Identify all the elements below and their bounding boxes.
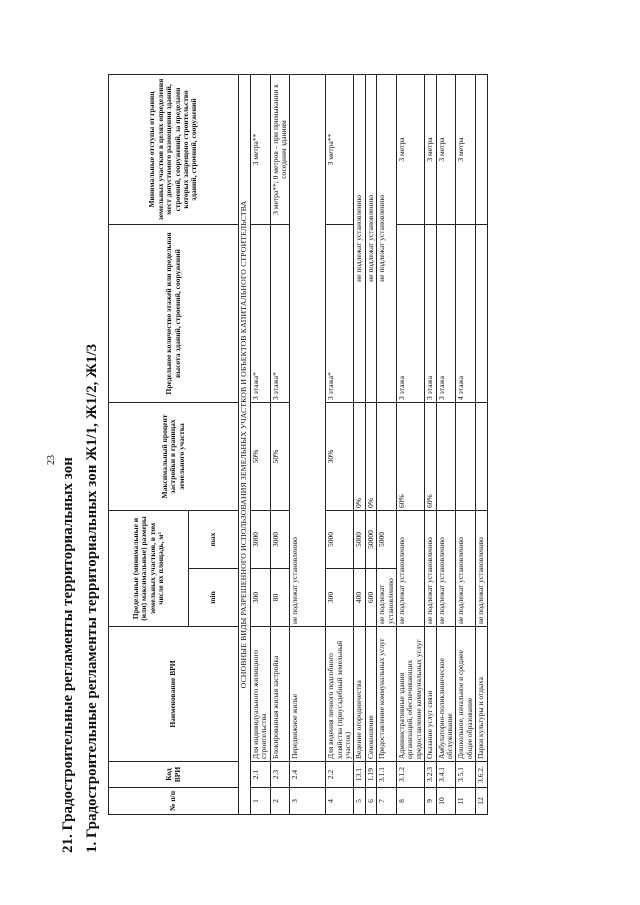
table-row <box>425 74 436 814</box>
cell-min: 300 <box>250 569 270 627</box>
cell-num: 3 <box>290 788 326 815</box>
cell-num: 6 <box>365 788 376 815</box>
table-row <box>476 74 487 814</box>
cell-name: Для ведения личного подсобного хозяйства (приусадебный земельный участок) <box>326 627 354 762</box>
cell-name: Оказание услуг связи <box>425 627 436 762</box>
cell-num: 7 <box>377 788 397 815</box>
cell-size-merged: не подлежат установлению <box>425 510 436 626</box>
cell-percent: 0% <box>354 402 365 510</box>
cell-percent: 50% <box>250 402 270 510</box>
cell-code: 3.6.2. <box>476 762 487 788</box>
cell-name: Для индивидуального жилищного строительства <box>250 627 270 762</box>
table-row <box>456 74 476 814</box>
header-percent: Максимальный процент застройки в границах земельного участка <box>109 402 239 510</box>
header-max: max <box>189 510 239 568</box>
cell-min: 300 <box>326 569 354 627</box>
cell-num: 1 <box>250 788 270 815</box>
header-size-group: Предельные (минимальные и (или) максимальные) размеры земельных участков, в том числе их площадь, м² <box>109 510 189 626</box>
regulations-table <box>108 74 488 815</box>
cell-percent-empty <box>476 402 487 510</box>
cell-setback: 3 метра**; 0 метров – при примыкании к соседним зданиям <box>270 74 290 224</box>
cell-max: 50000 <box>365 510 376 568</box>
cell-percent: 60% <box>397 402 425 510</box>
cell-floors: 3 этажа <box>425 224 436 402</box>
cell-num: 5 <box>354 788 365 815</box>
cell-percent-empty <box>456 402 476 510</box>
cell-setback-empty <box>476 74 487 224</box>
table-row <box>377 74 397 814</box>
cell-floors: 3 этажа <box>436 224 456 402</box>
cell-code: 3.1.1 <box>377 762 397 788</box>
cell-max: 3000 <box>270 510 290 568</box>
cell-floors: 3 этажа* <box>326 224 354 402</box>
heading-sub: 1. Градостроительные регламенты территориальных зон Ж1/1, Ж1/2, Ж1/3 <box>84 343 100 853</box>
cell-name: Парки культуры и отдыха <box>476 627 487 762</box>
cell-setback: 3 метра** <box>326 74 354 224</box>
cell-setback: 3 метра <box>397 74 425 224</box>
cell-min: не подлежат установлению <box>377 569 397 627</box>
cell-code: 2.1 <box>250 762 270 788</box>
cell-percent: 30% <box>326 402 354 510</box>
cell-code: 2.2 <box>326 762 354 788</box>
cell-max: 5000 <box>326 510 354 568</box>
cell-name: Административные здания организаций, обеспечивающих предоставление коммунальных услуг <box>397 627 425 762</box>
heading-main: 21. Градостроительные регламенты территориальных зон <box>60 457 76 853</box>
table-row <box>354 74 365 814</box>
table-row <box>365 74 376 814</box>
cell-setback: 3 метра <box>456 74 476 224</box>
cell-code: 13.1 <box>354 762 365 788</box>
cell-code: 2.4 <box>290 762 326 788</box>
cell-num: 10 <box>436 788 456 815</box>
cell-size-merged: не подлежат установлению <box>456 510 476 626</box>
cell-max: 5000 <box>377 510 397 568</box>
cell-min: 80 <box>270 569 290 627</box>
cell-code: 1.19 <box>365 762 376 788</box>
cell-floors: 3 этажа* <box>250 224 270 402</box>
cell-percent: 0% <box>365 402 376 510</box>
cell-floors-merged: не подлежат установлению <box>354 74 365 402</box>
cell-name: Амбулаторно-поликлиническое обслуживание <box>436 627 456 762</box>
table-row <box>326 74 354 814</box>
table-row <box>290 74 326 814</box>
cell-size-merged: не подлежат установлению <box>476 510 487 626</box>
cell-max: 3000 <box>250 510 270 568</box>
table-row <box>436 74 456 814</box>
table-row <box>397 74 425 814</box>
cell-name: Дошкольное, начальное и среднее общее образование <box>456 627 476 762</box>
cell-name: Блокированная жилая застройка <box>270 627 290 762</box>
cell-floors-merged: не подлежат установлению <box>377 74 397 402</box>
cell-setback: 3 метра** <box>250 74 270 224</box>
header-setback: Минимальные отступы от границ земельных участков в целях определения мест допустимого размещения зданий, строений, сооружений, за пределами которых запрещено строительство зданий, строений, сооружений <box>109 74 239 224</box>
cell-code: 3.5.1 <box>456 762 476 788</box>
header-code: Код ВРИ <box>109 762 239 788</box>
cell-size-merged: не подлежат установлению <box>397 510 425 626</box>
cell-floors: 3 этажа* <box>270 224 290 402</box>
cell-percent-empty <box>377 402 397 510</box>
cell-percent: 60% <box>425 402 436 510</box>
cell-max: 5000 <box>354 510 365 568</box>
cell-code: 3.2.3 <box>425 762 436 788</box>
cell-name: Ведение огородничества <box>354 627 365 762</box>
header-num: № п/п <box>109 788 239 815</box>
table-row <box>250 74 270 814</box>
cell-name: Передвижное жилье <box>290 627 326 762</box>
cell-floors-empty <box>476 224 487 402</box>
cell-code: 2.3 <box>270 762 290 788</box>
page-number: 23 <box>46 455 57 465</box>
cell-percent: 50% <box>270 402 290 510</box>
header-min: min <box>189 569 239 627</box>
cell-floors: 4 этажа <box>456 224 476 402</box>
cell-num: 8 <box>397 788 425 815</box>
cell-setback: 3 метра <box>436 74 456 224</box>
cell-size-merged: не подлежат установлению <box>436 510 456 626</box>
cell-floors-merged: не подлежат установлению <box>365 74 376 402</box>
header-floors: Предельное количество этажей или предельная высота зданий, строений, сооружений <box>109 224 239 402</box>
cell-min: 400 <box>354 569 365 627</box>
cell-num: 4 <box>326 788 354 815</box>
cell-num: 2 <box>270 788 290 815</box>
cell-percent-empty <box>436 402 456 510</box>
cell-floors: 3 этажа <box>397 224 425 402</box>
cell-name: Предоставление коммунальных услуг <box>377 627 397 762</box>
header-name: Наименование ВРИ <box>109 627 239 762</box>
cell-min: 600 <box>365 569 376 627</box>
table-row <box>270 74 290 814</box>
cell-code: 3.4.1 <box>436 762 456 788</box>
cell-name: Сенокошение <box>365 627 376 762</box>
cell-num: 9 <box>425 788 436 815</box>
cell-num: 12 <box>476 788 487 815</box>
cell-num: 11 <box>456 788 476 815</box>
section-title: ОСНОВНЫЕ ВИДЫ РАЗРЕШЕННОГО ИСПОЛЬЗОВАНИЯ ЗЕМЕЛЬНЫХ УЧАСТКОВ И ОБЪЕКТОВ КАПИТАЛЬНОГО СТРОИТЕЛЬСТВА <box>239 74 251 814</box>
cell-setback: 3 метра <box>425 74 436 224</box>
cell-code: 3.1.2 <box>397 762 425 788</box>
cell-merged: не подлежат установлению <box>290 74 326 626</box>
